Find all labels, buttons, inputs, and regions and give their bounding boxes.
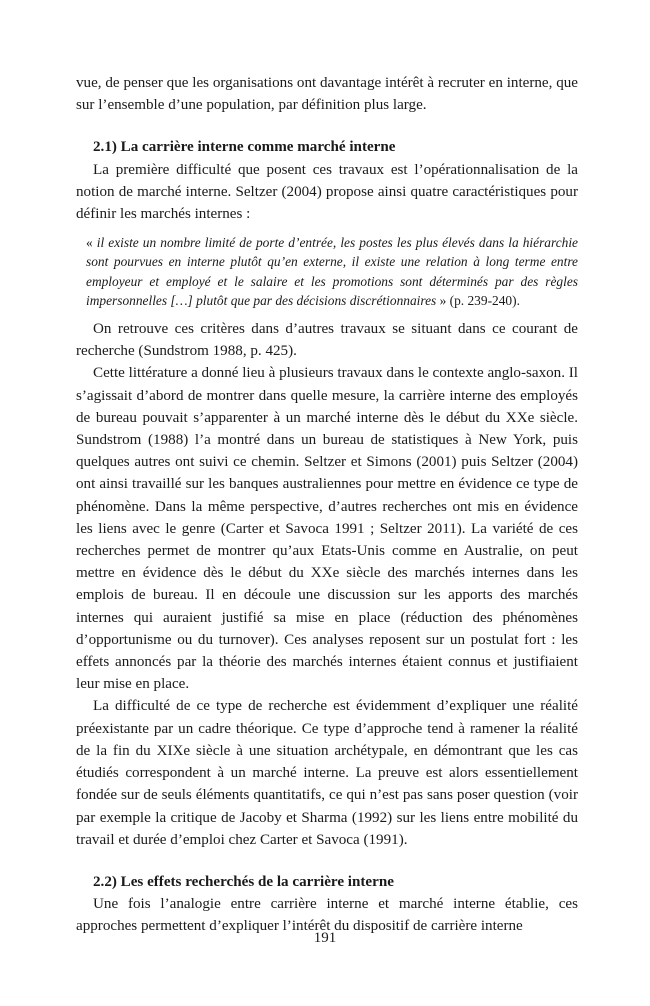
paragraph-2-1-c: Cette littérature a donné lieu à plusieurs travaux dans le contexte anglo-saxon. Il s’agissait d’abord de montrer dans quelle mesure, la carrière interne des employés de bureau pouvait s’apparenter à un marché interne dès le début du XXe siècle. Sundstrom (1988) l’a montré dans un bureau de statistiques à New York, puis quelques autres ont suivi ce chemin. Seltzer et Simons (2001) puis Seltzer (2004) ont ainsi travaillé sur les banques australiennes pour mettre en évidence ce type de phénomène. Dans la même perspective, d’autres recherches ont mis en évidence les liens avec le genre (Carter et Savoca 1991 ; Seltzer 2011). La variété de ces recherches permet de montrer qu’aux Etats-Unis comme en Australie, on peut mettre en évidence dès le début du XXe siècle des marchés internes dans les emplois de bureau. Il en découle une discussion sur les apports des marchés internes qui auraient justifié sa mise en place (réduction des phénomènes d’opportunisme ou du turnover). Ces analyses reposent sur un postulat fort : les effets annoncés par la théorie des marchés internes étaient connus et justifiaient leur mise en place. [76, 365, 578, 693]
section-heading-2-1: 2.1) La carrière interne comme marché interne [93, 139, 396, 156]
paragraph-2-2-a: Une fois l’analogie entre carrière interne et marché interne établie, ces approches permettent d’expliquer l’intérêt du dispositif de carrière interne [76, 896, 578, 935]
quote-text: il existe un nombre limité de porte d’entrée, les postes les plus élevés dans la hiérarchie sont pourvues en interne plutôt qu’en externe, il existe une relation à long terme entre employeur et employé et le salaire et les promotions sont déterminés par des règles impersonnelles […] plutôt que par des décisions discrétionnaires [86, 235, 578, 308]
block-quote [86, 233, 578, 310]
quote-open: « [86, 235, 97, 251]
paragraph-2-1-d: La difficulté de ce type de recherche est évidemment d’expliquer une réalité préexistante par un cadre théorique. Ce type d’approche tend à ramener la réalité de la fin du XIXe siècle à une situation archétypale, en démontrant que les cas étudiés correspondent à un marché interne. La preuve est alors essentiellement fondée sur de seuls éléments quantitatifs, ce qui n’est pas sans poser question (voir par exemple la critique de Jacoby et Sharma (1992) sur les liens entre mobilité du travail et durée d’emploi chez Carter et Savoca (1991). [76, 698, 578, 848]
paragraph-2-1-b: On retrouve ces critères dans d’autres travaux se situant dans ce courant de recherche (Sundstrom 1988, p. 425). [76, 321, 578, 360]
quote-close: » (p. 239-240). [436, 292, 520, 308]
spacer [76, 116, 578, 136]
intro-paragraph: vue, de penser que les organisations ont davantage intérêt à recruter en interne, que sur l’ensemble d’une population, par définition plus large. [76, 75, 578, 114]
section-heading-2-2: 2.2) Les effets recherchés de la carrière interne [93, 873, 394, 890]
spacer [76, 851, 578, 871]
page-number: 191 [313, 930, 337, 946]
paragraph-2-1-a: La première difficulté que posent ces travaux est l’opérationnalisation de la notion de marché interne. Seltzer (2004) propose ainsi quatre caractéristiques pour définir les marchés internes : [76, 161, 578, 223]
page-body [76, 72, 578, 938]
